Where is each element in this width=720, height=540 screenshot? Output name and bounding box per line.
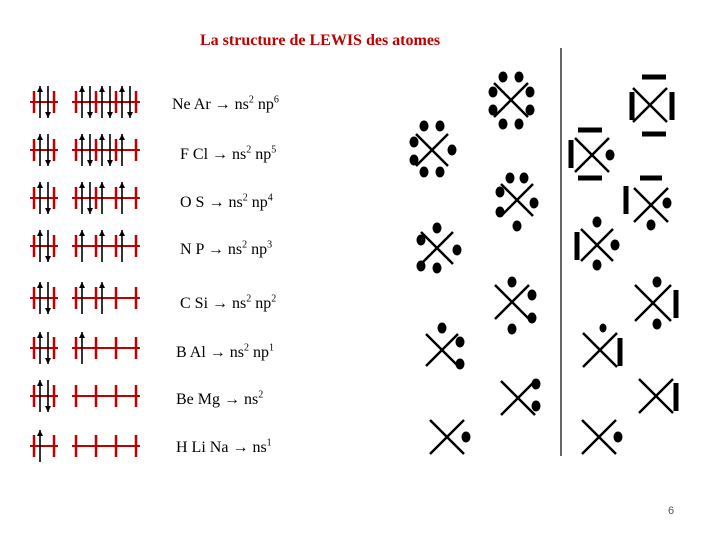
electron-dot: [496, 207, 505, 218]
electron-dot: [532, 379, 541, 390]
atom-cross: [575, 138, 609, 172]
electron-dot: [614, 432, 623, 443]
electron-dot: [410, 155, 419, 166]
electron-dot: [436, 167, 445, 178]
electron-dot: [593, 260, 602, 271]
electron-dot: [499, 119, 508, 130]
electron-dot: [528, 290, 537, 301]
electron-dot: [526, 105, 535, 116]
config-formula: ns: [229, 344, 245, 361]
atom-cross: [633, 88, 667, 122]
atom-cross: [495, 285, 529, 319]
config-exp: 3: [267, 239, 273, 251]
config-arrow: →: [209, 344, 226, 361]
electron-dot: [433, 223, 442, 234]
config-mid: np: [251, 146, 272, 163]
electron-dot: [420, 121, 429, 132]
config-formula: ns: [232, 146, 247, 163]
config-elements: B Al: [176, 344, 206, 361]
electron-dot: [456, 359, 465, 370]
config-elements: C Si: [180, 295, 209, 312]
atom-cross: [501, 184, 533, 216]
electron-dot: [530, 198, 539, 209]
electron-dot: [513, 221, 522, 232]
config-formula: ns: [227, 241, 243, 258]
electron-dot: [499, 72, 508, 83]
config-exp: 2: [258, 389, 264, 401]
config-arrow: →: [224, 391, 240, 408]
electron-dot: [528, 313, 537, 324]
config-exp: 2: [246, 144, 252, 156]
atom-cross: [635, 285, 671, 321]
electron-dot: [653, 319, 662, 330]
electron-dot: [489, 105, 498, 116]
electron-dot: [663, 198, 672, 209]
electron-dot: [508, 277, 517, 288]
config-exp: 2: [248, 94, 254, 106]
electron-dot: [433, 263, 442, 274]
electron-dot: [606, 150, 615, 161]
config-elements: F Cl: [180, 146, 209, 163]
atom-cross: [416, 134, 448, 166]
atom-cross: [582, 420, 616, 454]
config-formula: ns: [244, 391, 259, 408]
config-exp: 2: [242, 192, 248, 204]
electron-dot: [420, 167, 429, 178]
atom-cross: [639, 379, 673, 413]
electron-dot: [417, 235, 426, 246]
config-elements: Be Mg: [176, 391, 220, 408]
electron-dot: [593, 217, 602, 228]
electron-dot: [453, 245, 462, 256]
electron-dot: [508, 324, 517, 335]
config-exp: 1: [269, 342, 275, 354]
electron-dot: [496, 187, 505, 198]
config-exp: 6: [273, 94, 279, 106]
config-arrow: →: [214, 96, 231, 113]
electron-dot: [532, 401, 541, 412]
config-arrow: →: [212, 295, 229, 312]
electron-dot: [410, 137, 419, 148]
atom-cross: [430, 420, 464, 454]
atom-cross: [421, 232, 453, 264]
config-elements: O S: [180, 194, 205, 211]
electron-dot: [438, 323, 447, 334]
config-exp: 2: [246, 293, 252, 305]
electron-dot: [611, 240, 620, 251]
config-mid: np: [247, 194, 268, 211]
config-mid: np: [253, 96, 274, 113]
slide-title: La structure de LEWIS des atomes: [200, 32, 441, 49]
electron-dot: [526, 87, 535, 98]
atom-cross: [583, 333, 617, 367]
atom-cross: [501, 381, 535, 415]
page-number: 6: [668, 505, 675, 517]
electron-dot: [462, 432, 471, 443]
config-arrow: →: [232, 439, 249, 456]
config-arrow: →: [207, 241, 224, 258]
config-formula: ns: [252, 439, 267, 456]
electron-dot: [506, 173, 515, 184]
electron-dot: [647, 220, 656, 231]
atom-cross: [494, 83, 528, 117]
config-elements: Ne Ar: [172, 96, 211, 113]
electron-dot: [436, 121, 445, 132]
config-arrow: →: [208, 194, 225, 211]
electron-dot: [448, 145, 457, 156]
electron-dot: [515, 72, 524, 83]
config-formula: ns: [234, 96, 249, 113]
config-exp: 1: [266, 437, 272, 449]
config-exp: 2: [242, 239, 248, 251]
config-elements: H Li Na: [176, 439, 229, 456]
atom-cross: [581, 229, 613, 261]
config-mid: np: [249, 344, 270, 361]
config-exp: 2: [271, 293, 277, 305]
config-exp: 2: [244, 342, 250, 354]
electron-dot: [417, 261, 426, 272]
config-formula: ns: [228, 194, 243, 211]
electron-dot: [600, 324, 607, 333]
config-mid: np: [247, 241, 268, 258]
config-exp: 5: [271, 144, 277, 156]
config-formula: ns: [232, 295, 247, 312]
electron-dot: [520, 173, 529, 184]
electron-dot: [456, 337, 465, 348]
config-elements: N P: [180, 241, 204, 258]
electron-dot: [653, 277, 662, 288]
config-arrow: →: [212, 146, 229, 163]
config-exp: 4: [267, 192, 273, 204]
electron-dot: [489, 87, 498, 98]
config-mid: np: [251, 295, 272, 312]
atom-cross: [426, 334, 458, 366]
electron-dot: [515, 119, 524, 130]
